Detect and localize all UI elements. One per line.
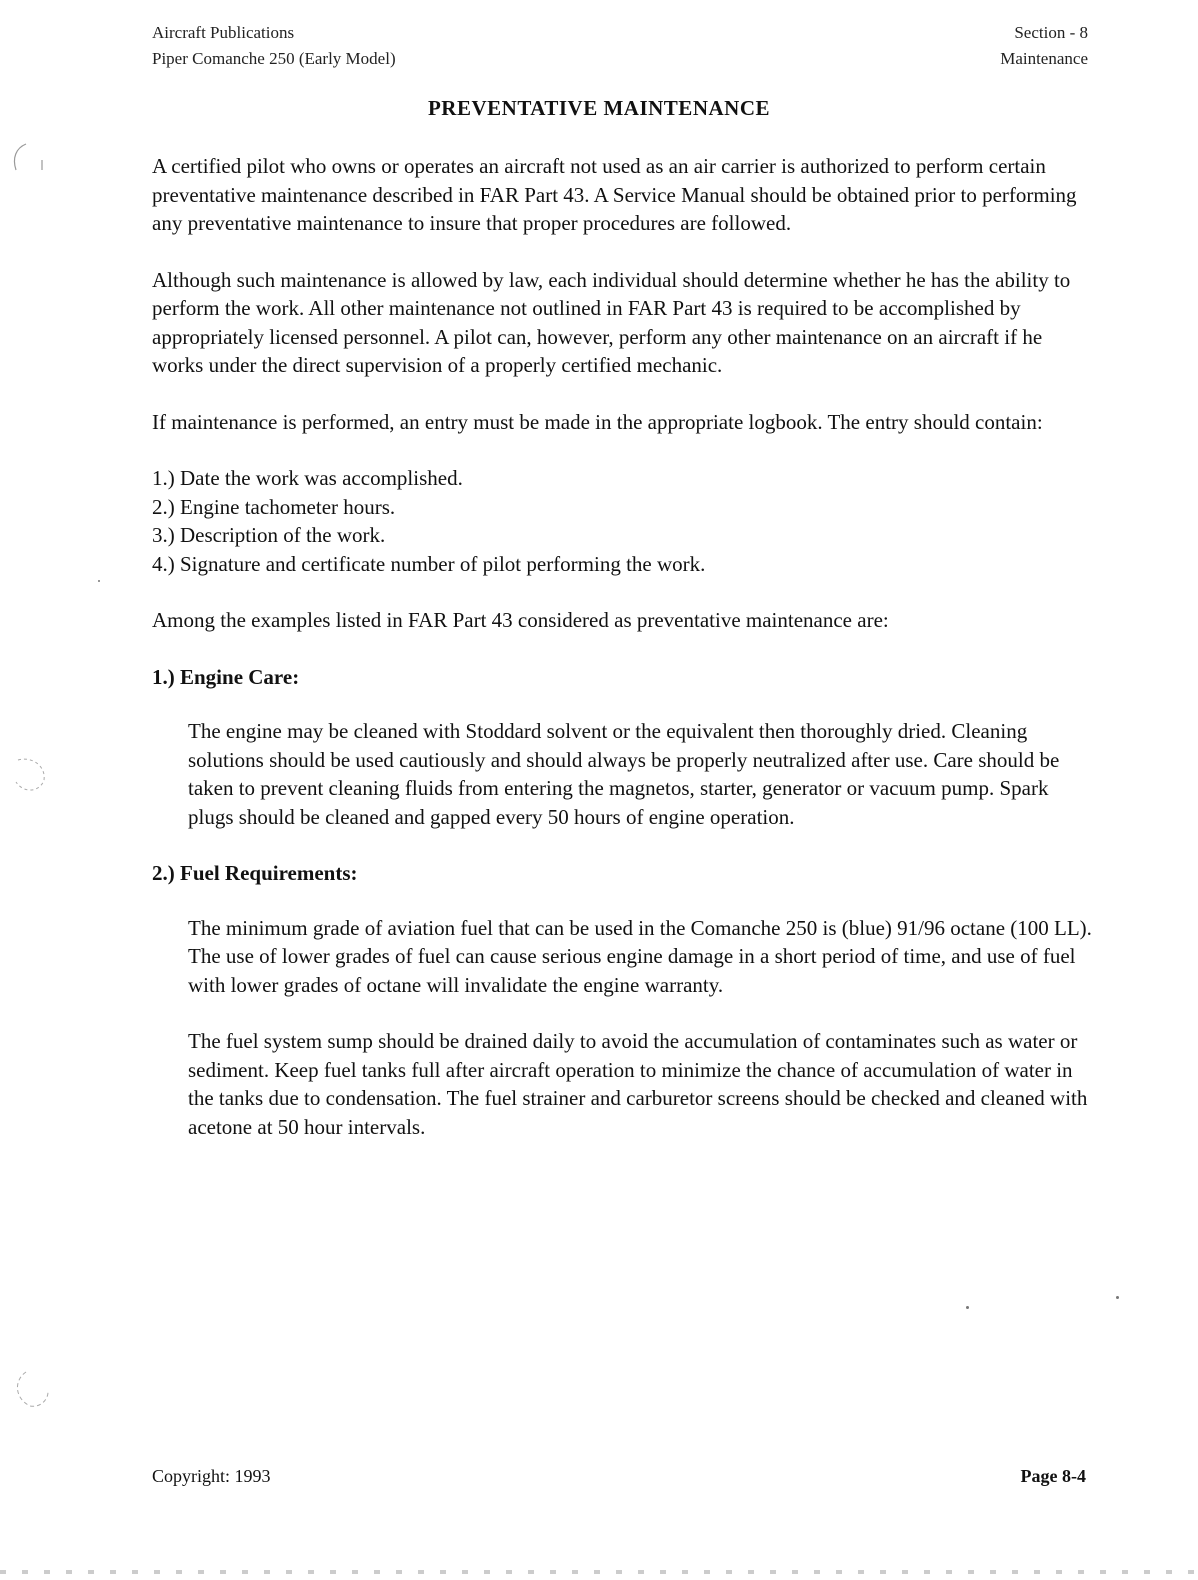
section-heading: 1.) Engine Care: [152, 664, 300, 689]
binder-hole-mark [6, 752, 52, 798]
copyright-notice: Copyright: 1993 [152, 1466, 271, 1486]
logbook-entry-list [152, 464, 1097, 578]
page-title: PREVENTATIVE MAINTENANCE [427, 96, 770, 120]
scan-speck [966, 1306, 969, 1309]
header-left [152, 20, 396, 72]
examples-intro: Among the examples listed in FAR Part 43 considered as preventative maintenance are: [152, 608, 889, 632]
binder-hole-mark [6, 138, 52, 184]
section-paragraph: The minimum grade of aviation fuel that can be used in the Comanche 250 is (blue) 91/96 octane (100 LL). The use of lower grades of fuel can cause serious engine damage in a short period of time, and use of fuel with lower grades of octane will invalidate the engine warranty. [188, 915, 1092, 997]
section-paragraph: The engine may be cleaned with Stoddard solvent or the equivalent then thoroughly dried. Cleaning solutions should be used cautiously and should always be properly neutralized after use. Care should be taken to prevent cleaning fluids from entering the magnetos, starter, generator or vacuum pump. Spark plugs should be cleaned and gapped every 50 hours of engine operation. [188, 719, 1060, 829]
list-item: 4.) Signature and certificate number of pilot performing the work. [152, 551, 706, 576]
document-body [152, 152, 1097, 1169]
binder-hole-mark [6, 1366, 52, 1412]
list-item: 1.) Date the work was accomplished. [152, 466, 463, 490]
aircraft-model: Piper Comanche 250 (Early Model) [152, 49, 396, 68]
page-number: Page 8-4 [1020, 1466, 1086, 1486]
list-item: 3.) Description of the work. [152, 523, 386, 547]
publisher-name: Aircraft Publications [152, 23, 295, 42]
scan-speck [98, 580, 100, 582]
scan-edge-noise [0, 1570, 1198, 1574]
list-item: 2.) Engine tachometer hours. [152, 494, 396, 519]
section-number: Section - 8 [1014, 23, 1088, 42]
section-heading: 2.) Fuel Requirements: [152, 861, 358, 885]
scan-speck [1116, 1296, 1119, 1299]
intro-paragraph: A certified pilot who owns or operates an aircraft not used as an air carrier is authorized to perform certain preventative maintenance described in FAR Part 43. A Service Manual should be obtained prior to performing any preventative maintenance to insure that proper procedures are followed. [152, 154, 1077, 235]
section-paragraph: The fuel system sump should be drained daily to avoid the accumulation of contaminates such as water or sediment. Keep fuel tanks full after aircraft operation to minimize the chance of accumulation of water in the tanks due to condensation. The fuel strainer and carburetor screens should be checked and cleaned with acetone at 50 hour intervals. [188, 1029, 1088, 1139]
section-name: Maintenance [1000, 49, 1088, 68]
law-paragraph: Although such maintenance is allowed by law, each individual should determine whether he has the ability to perform the work. All other maintenance not outlined in FAR Part 43 is required to be accomplished by appropriately licensed personnel. A pilot can, however, perform any other maintenance on an aircraft if he works under the direct supervision of a properly certified mechanic. [152, 267, 1071, 377]
section-fuel-requirements [152, 859, 1097, 1141]
header-right [1000, 20, 1088, 72]
logbook-paragraph: If maintenance is performed, an entry must be made in the appropriate logbook. The entry should contain: [152, 409, 1043, 434]
section-engine-care [152, 663, 1097, 832]
